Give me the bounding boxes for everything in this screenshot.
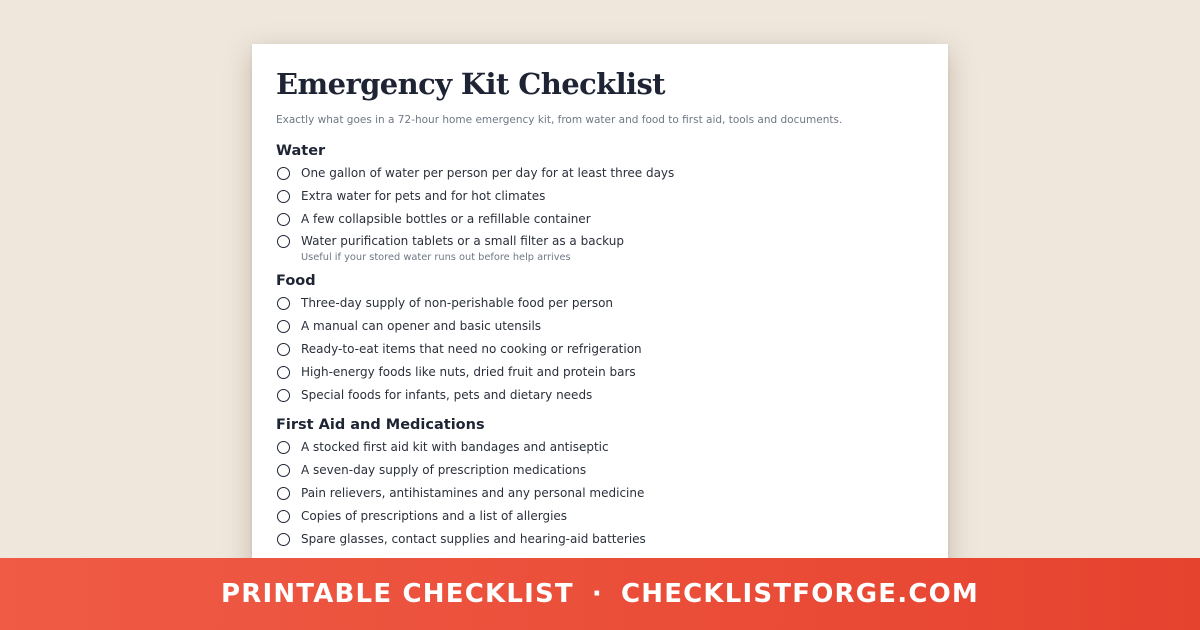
banner-site: CHECKLISTFORGE.COM bbox=[620, 579, 980, 609]
checklist-item bbox=[276, 210, 924, 233]
item-body bbox=[301, 232, 624, 264]
checklist-items bbox=[276, 164, 924, 264]
checklist-item bbox=[276, 363, 924, 386]
checklist-section bbox=[276, 142, 924, 264]
item-body bbox=[301, 294, 613, 312]
checkbox-circle-icon[interactable] bbox=[277, 235, 290, 248]
checklist-item bbox=[276, 317, 924, 340]
checkbox-circle-icon[interactable] bbox=[277, 343, 290, 356]
checkbox-circle-icon[interactable] bbox=[277, 464, 290, 477]
checkbox-circle-icon[interactable] bbox=[277, 510, 290, 523]
checklist-item bbox=[276, 530, 924, 553]
item-body bbox=[301, 340, 642, 358]
checkbox-circle-icon[interactable] bbox=[277, 366, 290, 379]
section-title: Food bbox=[276, 273, 316, 290]
item-label: Pain relievers, antihistamines and any personal medicine bbox=[301, 485, 645, 500]
item-label: One gallon of water per person per day for at least three days bbox=[301, 166, 675, 180]
item-label: Three-day supply of non-perishable food per person bbox=[301, 296, 614, 311]
item-body bbox=[301, 461, 586, 479]
checklist-item bbox=[276, 232, 924, 264]
item-label: Special foods for infants, pets and dietary needs bbox=[301, 387, 593, 402]
item-label: A stocked first aid kit with bandages and antiseptic bbox=[301, 440, 609, 455]
checklist-item bbox=[276, 438, 924, 461]
checklist-section bbox=[276, 416, 924, 552]
item-body bbox=[301, 187, 545, 205]
checklist-item bbox=[276, 164, 924, 187]
item-label: A seven-day supply of prescription medications bbox=[301, 463, 587, 478]
checkbox-circle-icon[interactable] bbox=[277, 441, 290, 454]
item-label: A manual can opener and basic utensils bbox=[301, 319, 542, 334]
item-body bbox=[301, 363, 636, 381]
section-title: First Aid and Medications bbox=[276, 417, 485, 434]
footer-banner bbox=[0, 558, 1200, 630]
checklist-item bbox=[276, 484, 924, 507]
item-body bbox=[301, 386, 592, 404]
checkbox-circle-icon[interactable] bbox=[277, 487, 290, 500]
item-label: Ready-to-eat items that need no cooking or refrigeration bbox=[301, 341, 642, 356]
item-label: Water purification tablets or a small filter as a backup bbox=[301, 234, 624, 249]
item-body bbox=[301, 438, 609, 456]
page-subtitle: Exactly what goes in a 72-hour home emergency kit, from water and food to first aid, tools and documents. bbox=[276, 114, 843, 126]
item-label: Spare glasses, contact supplies and hearing-aid batteries bbox=[301, 531, 646, 546]
checkbox-circle-icon[interactable] bbox=[277, 213, 290, 226]
item-note: Useful if your stored water runs out before help arrives bbox=[301, 252, 571, 264]
checklist-page bbox=[252, 44, 948, 584]
sections-container bbox=[276, 142, 924, 552]
checklist-section bbox=[276, 272, 924, 408]
checkbox-circle-icon[interactable] bbox=[277, 320, 290, 333]
checklist-item bbox=[276, 507, 924, 530]
item-label: A few collapsible bottles or a refillable container bbox=[301, 211, 591, 226]
item-label: Copies of prescriptions and a list of allergies bbox=[301, 508, 568, 523]
item-body bbox=[301, 164, 674, 182]
item-body bbox=[301, 317, 541, 335]
checklist-items bbox=[276, 438, 924, 552]
checklist-item bbox=[276, 294, 924, 317]
item-body bbox=[301, 507, 567, 525]
checklist-items bbox=[276, 294, 924, 408]
checkbox-circle-icon[interactable] bbox=[277, 389, 290, 402]
item-body bbox=[301, 210, 591, 228]
checklist-item bbox=[276, 461, 924, 484]
section-title: Water bbox=[276, 143, 326, 159]
item-body bbox=[301, 530, 646, 548]
item-label: Extra water for pets and for hot climates bbox=[301, 188, 546, 203]
checkbox-circle-icon[interactable] bbox=[277, 297, 290, 310]
banner-separator: · bbox=[591, 579, 603, 609]
checklist-item bbox=[276, 340, 924, 363]
checklist-item bbox=[276, 386, 924, 409]
item-label: High-energy foods like nuts, dried fruit and protein bars bbox=[301, 364, 636, 379]
checkbox-circle-icon[interactable] bbox=[277, 167, 290, 180]
checkbox-circle-icon[interactable] bbox=[277, 533, 290, 546]
checkbox-circle-icon[interactable] bbox=[277, 190, 290, 203]
item-body bbox=[301, 484, 644, 502]
page-title: Emergency Kit Checklist bbox=[276, 67, 665, 101]
checklist-item bbox=[276, 187, 924, 210]
banner-label: PRINTABLE CHECKLIST bbox=[220, 579, 574, 609]
